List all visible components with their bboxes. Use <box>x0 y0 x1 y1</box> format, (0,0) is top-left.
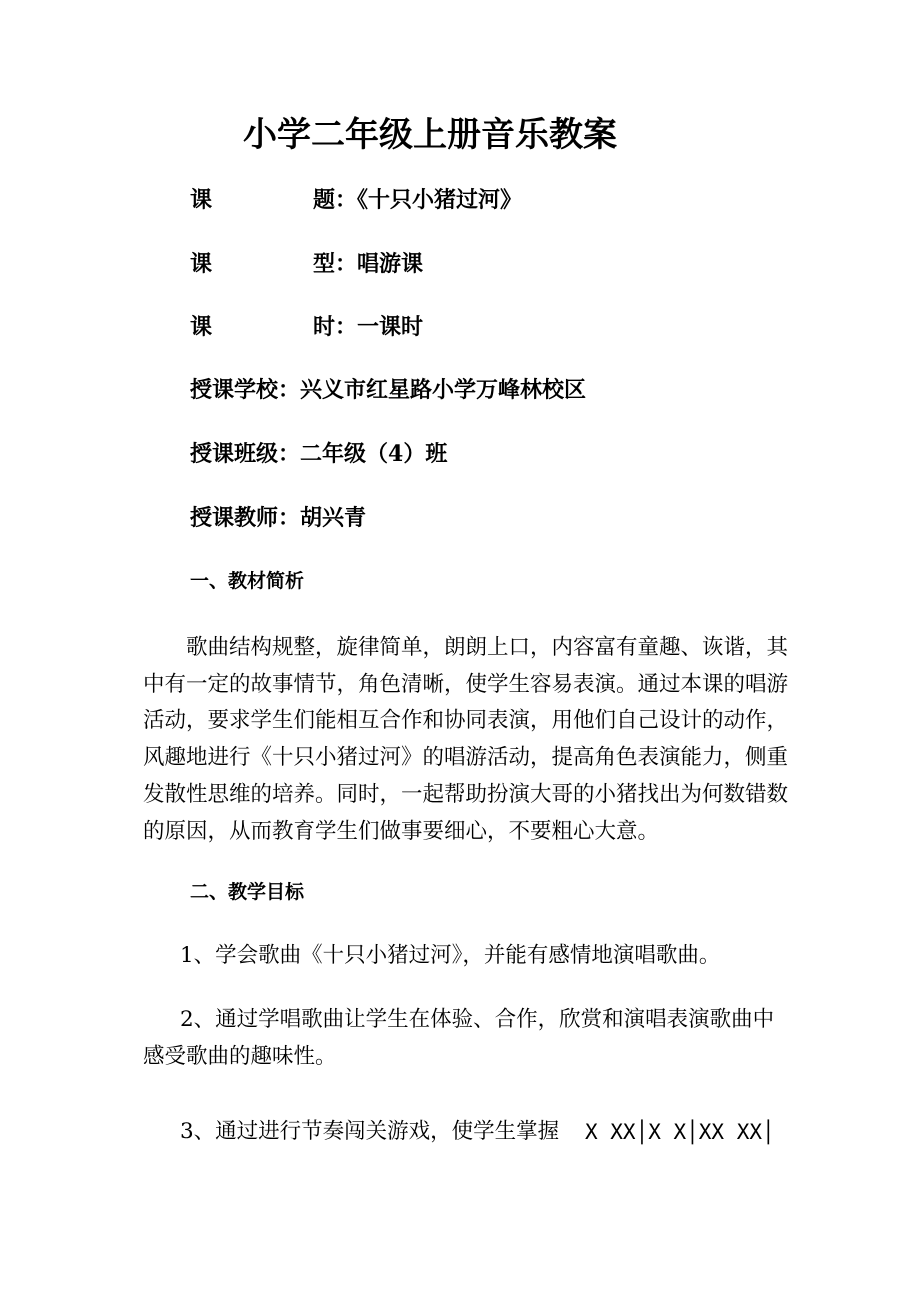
document-title: 小学二年级上册音乐教案 <box>243 115 617 155</box>
meta-label: 题： <box>313 187 358 213</box>
meta-label: 授课班级： <box>190 441 301 467</box>
meta-type <box>190 253 423 275</box>
meta-label: 课 <box>190 251 213 277</box>
meta-teacher <box>190 507 366 529</box>
meta-label: 型： <box>313 251 358 277</box>
meta-school <box>190 379 586 401</box>
meta-topic <box>190 189 522 211</box>
section-heading: 二、教学目标 <box>190 881 305 903</box>
rhythm-notation: X XX│X X│XX XX│ <box>585 1120 775 1144</box>
goal-item: 1、学会歌曲《十只小猪过河》，并能有感情地演唱歌曲。 <box>180 943 721 968</box>
paragraph-line: 中有一定的故事情节，角色清晰，使学生容易表演。通过本课的唱游 <box>143 672 789 697</box>
paragraph-line: 的原因，从而教育学生们做事要细心，不要粗心大意。 <box>143 819 660 844</box>
paragraph-line: 发散性思维的培养。同时，一起帮助扮演大哥的小猪找出为何数错数 <box>143 782 789 807</box>
meta-value: 《十只小猪过河》 <box>357 187 523 213</box>
meta-value: 一课时 <box>357 314 424 340</box>
goal-item-continued: 感受歌曲的趣味性。 <box>143 1044 337 1069</box>
meta-label: 课 <box>190 187 213 213</box>
goal-item: 2、通过学唱歌曲让学生在体验、合作，欣赏和演唱表演歌曲中 <box>180 1007 775 1032</box>
paragraph-line: 歌曲结构规整，旋律简单，朗朗上口，内容富有童趣、诙谐，其 <box>186 635 789 660</box>
meta-class <box>190 443 447 465</box>
paragraph-line: 活动，要求学生们能相互合作和协同表演，用他们自己设计的动作， <box>143 708 789 733</box>
section-heading: 一、教材简析 <box>190 570 305 592</box>
goal-item: 3、通过进行节奏闯关游戏，使学生掌握 <box>180 1119 560 1144</box>
meta-value: 兴义市红星路小学万峰林校区 <box>300 377 587 403</box>
meta-value: 胡兴青 <box>300 505 367 531</box>
meta-label: 课 <box>190 314 213 340</box>
meta-label: 时： <box>313 314 358 340</box>
meta-label: 授课教师： <box>190 505 301 531</box>
meta-label: 授课学校： <box>190 377 301 403</box>
meta-value: 唱游课 <box>357 251 424 277</box>
meta-duration <box>190 316 423 338</box>
meta-value: 二年级（4）班 <box>300 441 448 467</box>
paragraph-line: 风趣地进行《十只小猪过河》的唱游活动，提高角色表演能力，侧重 <box>143 745 789 770</box>
